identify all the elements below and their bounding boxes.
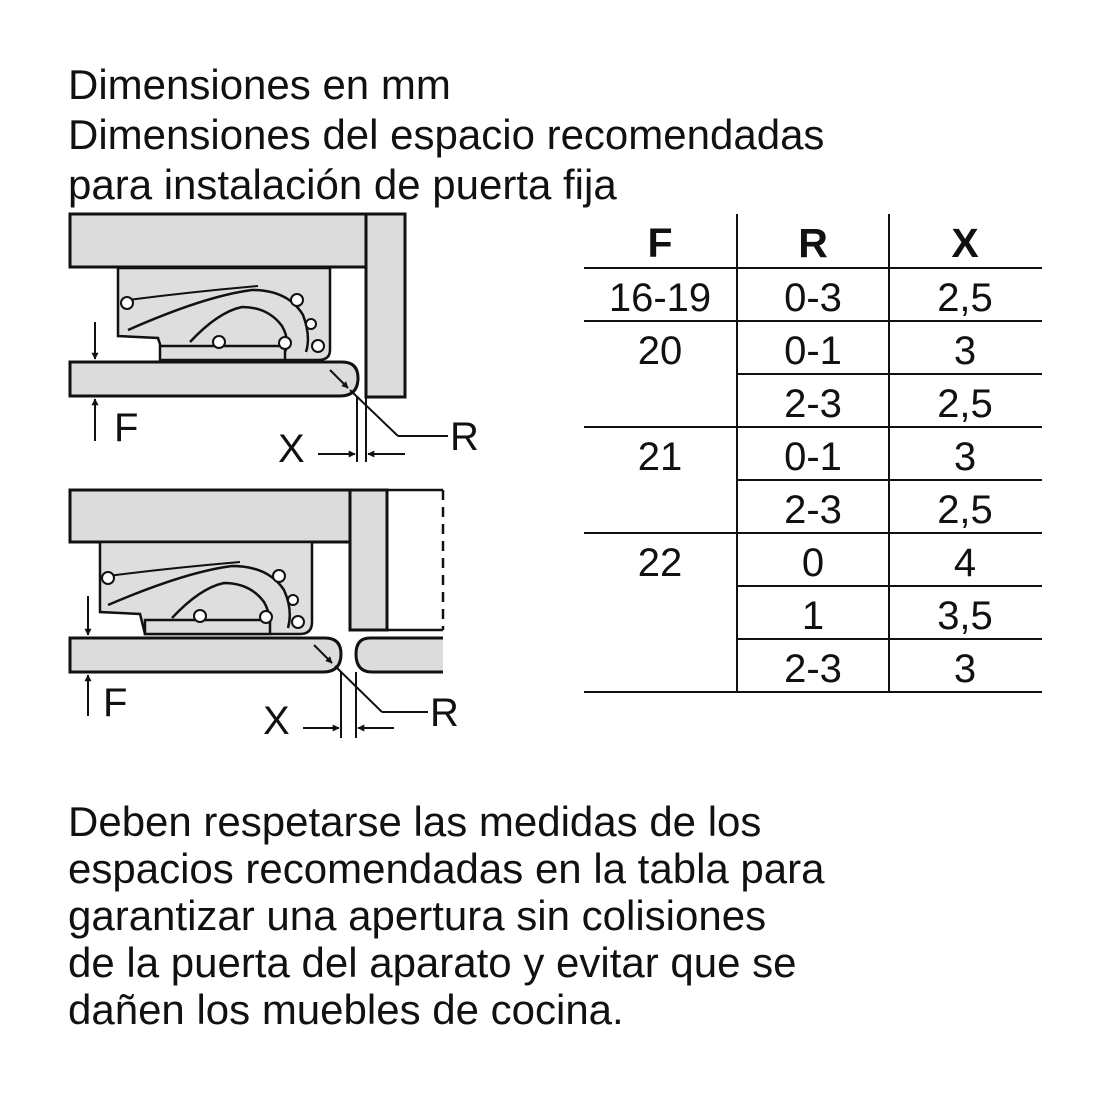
cabinet-top-panel bbox=[70, 214, 366, 267]
footer-line-3: garantizar una apertura sin colisiones bbox=[68, 892, 767, 939]
footer-line-2: espacios recomendadas en la tabla para bbox=[68, 845, 825, 892]
hinge-base-plate bbox=[145, 620, 270, 634]
footer-line-1: Deben respetarse las medidas de los bbox=[68, 798, 762, 845]
hinge-hole bbox=[306, 319, 316, 329]
hinge-hole bbox=[260, 611, 272, 623]
appliance-door bbox=[70, 362, 358, 396]
footer-line-4: de la puerta del aparato y evitar que se bbox=[68, 939, 797, 986]
appliance-door bbox=[70, 638, 341, 672]
hinge-hole bbox=[291, 294, 303, 306]
title-line-1: Dimensiones en mm bbox=[68, 61, 451, 108]
hinge-hole bbox=[279, 337, 291, 349]
hinge-diagram-bottom bbox=[70, 490, 459, 743]
table-cell-x: 3 bbox=[953, 647, 977, 691]
table-cell-f: 22 bbox=[637, 541, 683, 585]
table-cell-x: 2,5 bbox=[937, 488, 993, 532]
table-cell-r: 0-3 bbox=[784, 276, 842, 320]
label-x: X bbox=[278, 427, 305, 471]
table-cell-r: 2-3 bbox=[784, 488, 842, 532]
hinge-diagram-top bbox=[70, 214, 479, 471]
hinge-hole bbox=[194, 610, 206, 622]
adjacent-door bbox=[356, 638, 443, 672]
footer-line-5: dañen los muebles de cocina. bbox=[68, 986, 624, 1033]
table-cell-f: 16-19 bbox=[608, 276, 712, 320]
label-r: R bbox=[430, 691, 459, 735]
hinge-hole bbox=[288, 595, 298, 605]
table-cell-f: 21 bbox=[637, 435, 683, 479]
label-x: X bbox=[263, 699, 290, 743]
hinge-base-plate bbox=[160, 346, 285, 360]
table-cell-x: 3 bbox=[953, 329, 977, 373]
hinge-hole bbox=[312, 340, 324, 352]
label-f: F bbox=[114, 406, 139, 450]
table-cell-r: 0-1 bbox=[784, 435, 842, 479]
hinge-hole bbox=[273, 570, 285, 582]
footer-note bbox=[68, 798, 825, 1033]
table-cell-x: 2,5 bbox=[937, 276, 993, 320]
table-header-r: R bbox=[798, 220, 828, 266]
table-cell-r: 2-3 bbox=[784, 382, 842, 426]
table-cell-r: 0-1 bbox=[784, 329, 842, 373]
cabinet-side-panel bbox=[350, 490, 387, 630]
table-cell-x: 3,5 bbox=[937, 594, 993, 638]
title-line-3: para instalación de puerta fija bbox=[68, 161, 617, 208]
dimension-table bbox=[584, 214, 1042, 692]
table-header-x: X bbox=[951, 220, 979, 266]
table-header-f: F bbox=[647, 220, 673, 266]
hinge-hole bbox=[213, 336, 225, 348]
hinge-hole bbox=[121, 297, 133, 309]
hinge-hole bbox=[102, 572, 114, 584]
title-line-2: Dimensiones del espacio recomendadas bbox=[68, 111, 825, 158]
table-cell-r: 2-3 bbox=[784, 647, 842, 691]
label-f: F bbox=[103, 681, 128, 725]
table-cell-f: 20 bbox=[637, 329, 683, 373]
table-cell-r: 1 bbox=[801, 594, 825, 638]
table-cell-r: 0 bbox=[801, 541, 825, 585]
table-cell-x: 2,5 bbox=[937, 382, 993, 426]
cabinet-side-panel bbox=[366, 214, 405, 397]
table-cell-x: 3 bbox=[953, 435, 977, 479]
label-r: R bbox=[450, 415, 479, 459]
cabinet-top-panel bbox=[70, 490, 350, 542]
table-cell-x: 4 bbox=[953, 541, 977, 585]
hinge-hole bbox=[292, 616, 304, 628]
